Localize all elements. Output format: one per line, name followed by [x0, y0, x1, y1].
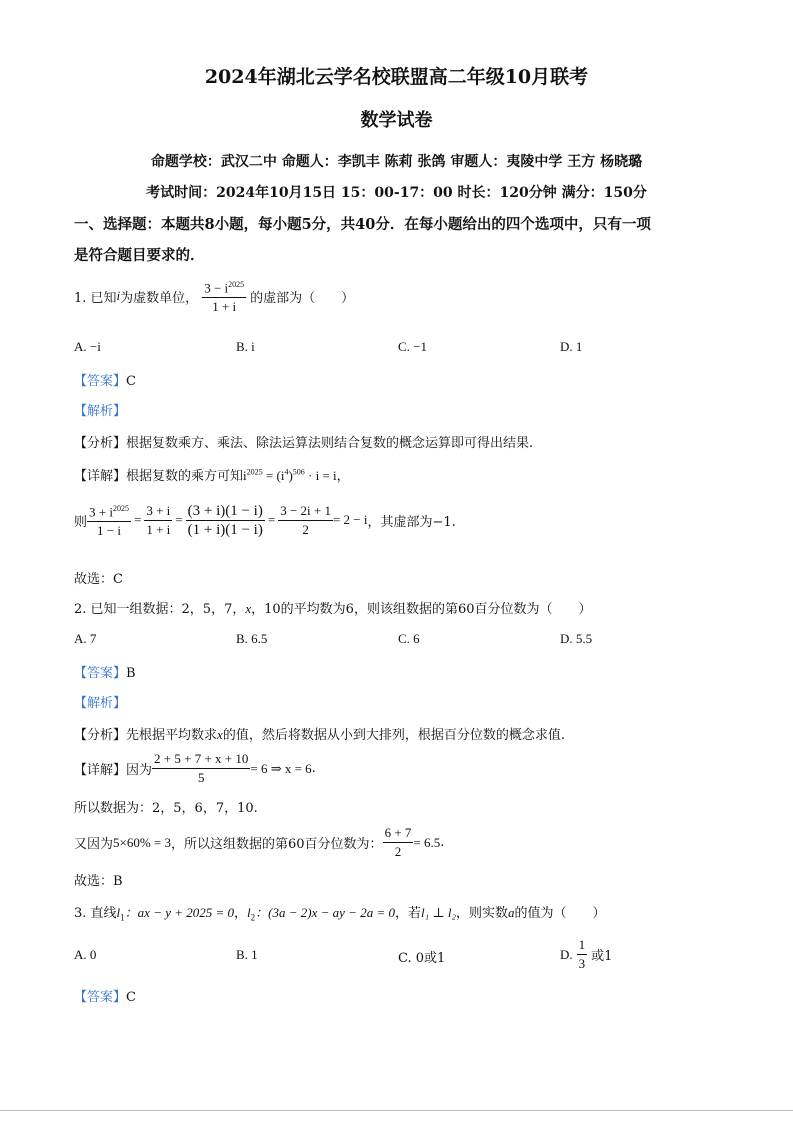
q2-option-d: D. 5.5: [560, 631, 593, 646]
q3-l1-sub: 1: [120, 912, 125, 923]
q2-y-end: .: [440, 835, 445, 850]
q1-answer-tag: 【答案】: [74, 374, 127, 389]
q1-suffix: 的虚部为（ ）: [250, 290, 355, 306]
q2-x: x: [245, 601, 252, 616]
q1-f1-num: 3 + i: [89, 504, 113, 520]
q2-text-a: 2. 已知一组数据：2，5，7，: [74, 602, 246, 617]
q1-f1-den: 1 − i: [97, 523, 121, 539]
q1-eq1-rest: = (i: [262, 468, 285, 483]
q1-fraction: [202, 276, 246, 316]
q2-f-end: .: [311, 761, 316, 776]
q1-analysis-tag: 【解析】: [74, 404, 127, 419]
q1-f4-num: 3 − 2i + 1: [278, 502, 333, 521]
q1-answer-line: [74, 370, 136, 389]
q2-option-c: C. 6: [398, 631, 420, 646]
exam-subtitle: 数学试卷: [360, 110, 433, 131]
q3-tail-a: ，则实数: [455, 906, 508, 921]
q1-frac-den: 1 + i: [212, 299, 237, 315]
q3-cond: ，若: [394, 906, 421, 921]
q1-option-b: B. i: [236, 339, 255, 354]
q3-tail-b: 的值为（ ）: [514, 906, 606, 921]
q1-option-a: A. −i: [74, 339, 101, 354]
q1-option-d: D. 1: [560, 339, 583, 354]
q3-perp: l₁ ⊥ l₂: [420, 905, 456, 920]
q1-fenxi-tag: 【分析】: [74, 436, 127, 451]
page-bottom-rule: [0, 1110, 793, 1111]
q3-l1: l: [116, 905, 121, 920]
q3-stem: [74, 902, 606, 923]
q1-eq-tail-text: ，其虚部为−1.: [367, 514, 456, 530]
q1-f2-num: 3 + i: [144, 502, 172, 521]
q1-eq-tail: = 2 − i: [332, 512, 368, 528]
q3-opt-d-frac: [577, 936, 588, 973]
q2-youyin-b: ，所以这组数据的第60百分位数为：: [171, 837, 383, 852]
q1-prefix: 1. 已知: [74, 290, 117, 306]
q3-l2-eq: ：(3a − 2)x − ay − 2a = 0: [255, 905, 395, 920]
q3-opt-d-den: 3: [578, 956, 586, 971]
q2-y-num: 6 + 7: [383, 824, 414, 843]
q3-opt-d-prefix: D.: [560, 946, 573, 962]
q2-youyin-a: 又因为: [74, 837, 114, 852]
q1-mid: 为虚数单位，: [120, 290, 199, 306]
q2-fenxi-a: 先根据平均数求: [126, 728, 218, 743]
q3-a: a: [508, 905, 515, 920]
q3-option-a: A. 0: [74, 947, 97, 962]
q2-xiangjie-line: [74, 750, 316, 787]
q3-l2-sub: 2: [250, 912, 256, 923]
q2-fenxi-b: 的值，然后将数据从小到大排列，根据百分位数的概念求值.: [222, 728, 565, 743]
q2-y-tail: = 6.5: [413, 834, 441, 850]
q1-f1: [87, 500, 131, 540]
exam-authors: 命题学校：武汉二中 命题人：李凯丰 陈莉 张鸽 审题人：夷陵中学 王方 杨晓璐: [150, 154, 643, 170]
q1-frac-exp: 2025: [228, 280, 245, 289]
q1-eq1-exp: 2025: [246, 467, 263, 477]
q1-f3-num: (3 + i)(1 − i): [187, 502, 263, 519]
q2-xiangjie-tag: 【详解】: [74, 763, 127, 778]
q1-ze: 则: [74, 514, 88, 530]
q2-answer-tag: 【答案】: [74, 666, 127, 681]
q1-i: i: [116, 288, 121, 304]
q2-f-den: 5: [197, 770, 205, 785]
q1-eq1-rest2: ): [288, 468, 293, 483]
q2-f-num: 2 + 5 + 7 + x + 10: [152, 750, 250, 769]
q1-f2: [144, 502, 172, 539]
q3-option-c: C. 0或1: [398, 951, 446, 966]
q1-xiangjie: 根据复数的乘方可知: [126, 469, 244, 484]
q2-analysis-tag: 【解析】: [74, 696, 127, 711]
q2-fenxi-line: [74, 724, 565, 743]
q1-option-c: C. −1: [398, 339, 428, 354]
q1-frac-num: 3 − i: [204, 280, 229, 296]
q1-stem: [74, 276, 354, 316]
q1-answer: C: [126, 374, 136, 389]
q1-f2-den: 1 + i: [146, 521, 171, 537]
q1-fenxi: 根据复数乘方、乘法、除法运算法则结合复数的概念运算即可得出结果.: [126, 436, 534, 451]
q2-text-b: ，10的平均数为6，则该组数据的第60百分位数为（ ）: [251, 602, 592, 617]
q1-eq1-exp2: 4: [284, 467, 289, 477]
q3-option-d: [560, 936, 612, 973]
q1-eq1-exp3: 506: [292, 467, 305, 477]
q2-fraction: [152, 750, 250, 787]
q2-answer-line: [74, 662, 136, 681]
q1-f4: [278, 502, 333, 539]
q2-answer: B: [126, 666, 136, 681]
q1-derivation: 则 $\frac{3 + i^{2025}}{1 - i}$ = $\frac{3 + i}{1 + i}$ = $\frac{(3 + i)(1 - i)}{(1 + i)(1 - i)}$ = $\frac{3 - 2i + 1}{2}$ = 2 − i ，其虚部为−1.: [74, 500, 456, 540]
q1-f4-den: 2: [302, 521, 309, 537]
q1-xiangjie-tag: 【详解】: [74, 469, 127, 484]
q3-l2: l: [247, 905, 251, 920]
q3-answer: C: [126, 990, 136, 1005]
q1-f3-den: (1 + i)(1 − i): [187, 521, 263, 538]
q2-f-tail: = 6 ⇒ x = 6: [250, 760, 312, 776]
q3-l1-eq: ：ax − y + 2025 = 0: [124, 905, 235, 920]
q3-option-b: B. 1: [236, 947, 258, 962]
q2-y-fraction: [383, 824, 414, 861]
q3-answer-tag: 【答案】: [74, 990, 127, 1005]
q2-fenxi-tag: 【分析】: [74, 728, 127, 743]
q2-guxuan: 故选：B: [74, 874, 123, 889]
q1-fenxi-line: [74, 432, 533, 451]
q1-xiangjie-line: [74, 465, 350, 484]
q2-suoyi: 所以数据为：2，5，6，7，10.: [74, 801, 258, 816]
q3-answer-line: [74, 986, 136, 1005]
q3-opt-d-suffix: 或1: [591, 949, 613, 964]
section-heading-line1: 一、选择题：本题共8小题，每小题5分，共40分．在每小题给出的四个选项中，只有一项: [74, 216, 651, 233]
q2-youyin-eq: 5×60% = 3: [113, 834, 172, 850]
q1-eq1-rest3: · i = i，: [304, 468, 350, 483]
exam-title: 2024年湖北云学名校联盟高二年级10月联考: [204, 66, 589, 88]
q2-option-a: A. 7: [74, 631, 97, 646]
q2-option-b: B. 6.5: [236, 631, 268, 646]
q2-youyin-line: [74, 824, 444, 861]
q1-f3: [186, 502, 265, 539]
q3-prefix: 3. 直线: [74, 906, 117, 921]
q3-opt-d-num: 1: [577, 936, 588, 955]
q2-fenxi-x: x: [217, 727, 223, 742]
q1-f1-exp: 2025: [112, 504, 129, 513]
q2-y-den: 2: [394, 844, 402, 859]
section-heading-line2: 是符合题目要求的．: [74, 247, 205, 264]
q2-xiangjie: 因为: [126, 763, 153, 778]
q2-stem: [74, 598, 592, 617]
q1-guxuan: 故选：C: [74, 572, 123, 587]
q3-sep: ，: [234, 906, 248, 921]
exam-info: 考试时间：2024年10月15日 15：00-17：00 时长：120分钟 满分：150分: [146, 185, 647, 201]
q1-eq1-base: i: [243, 468, 247, 483]
